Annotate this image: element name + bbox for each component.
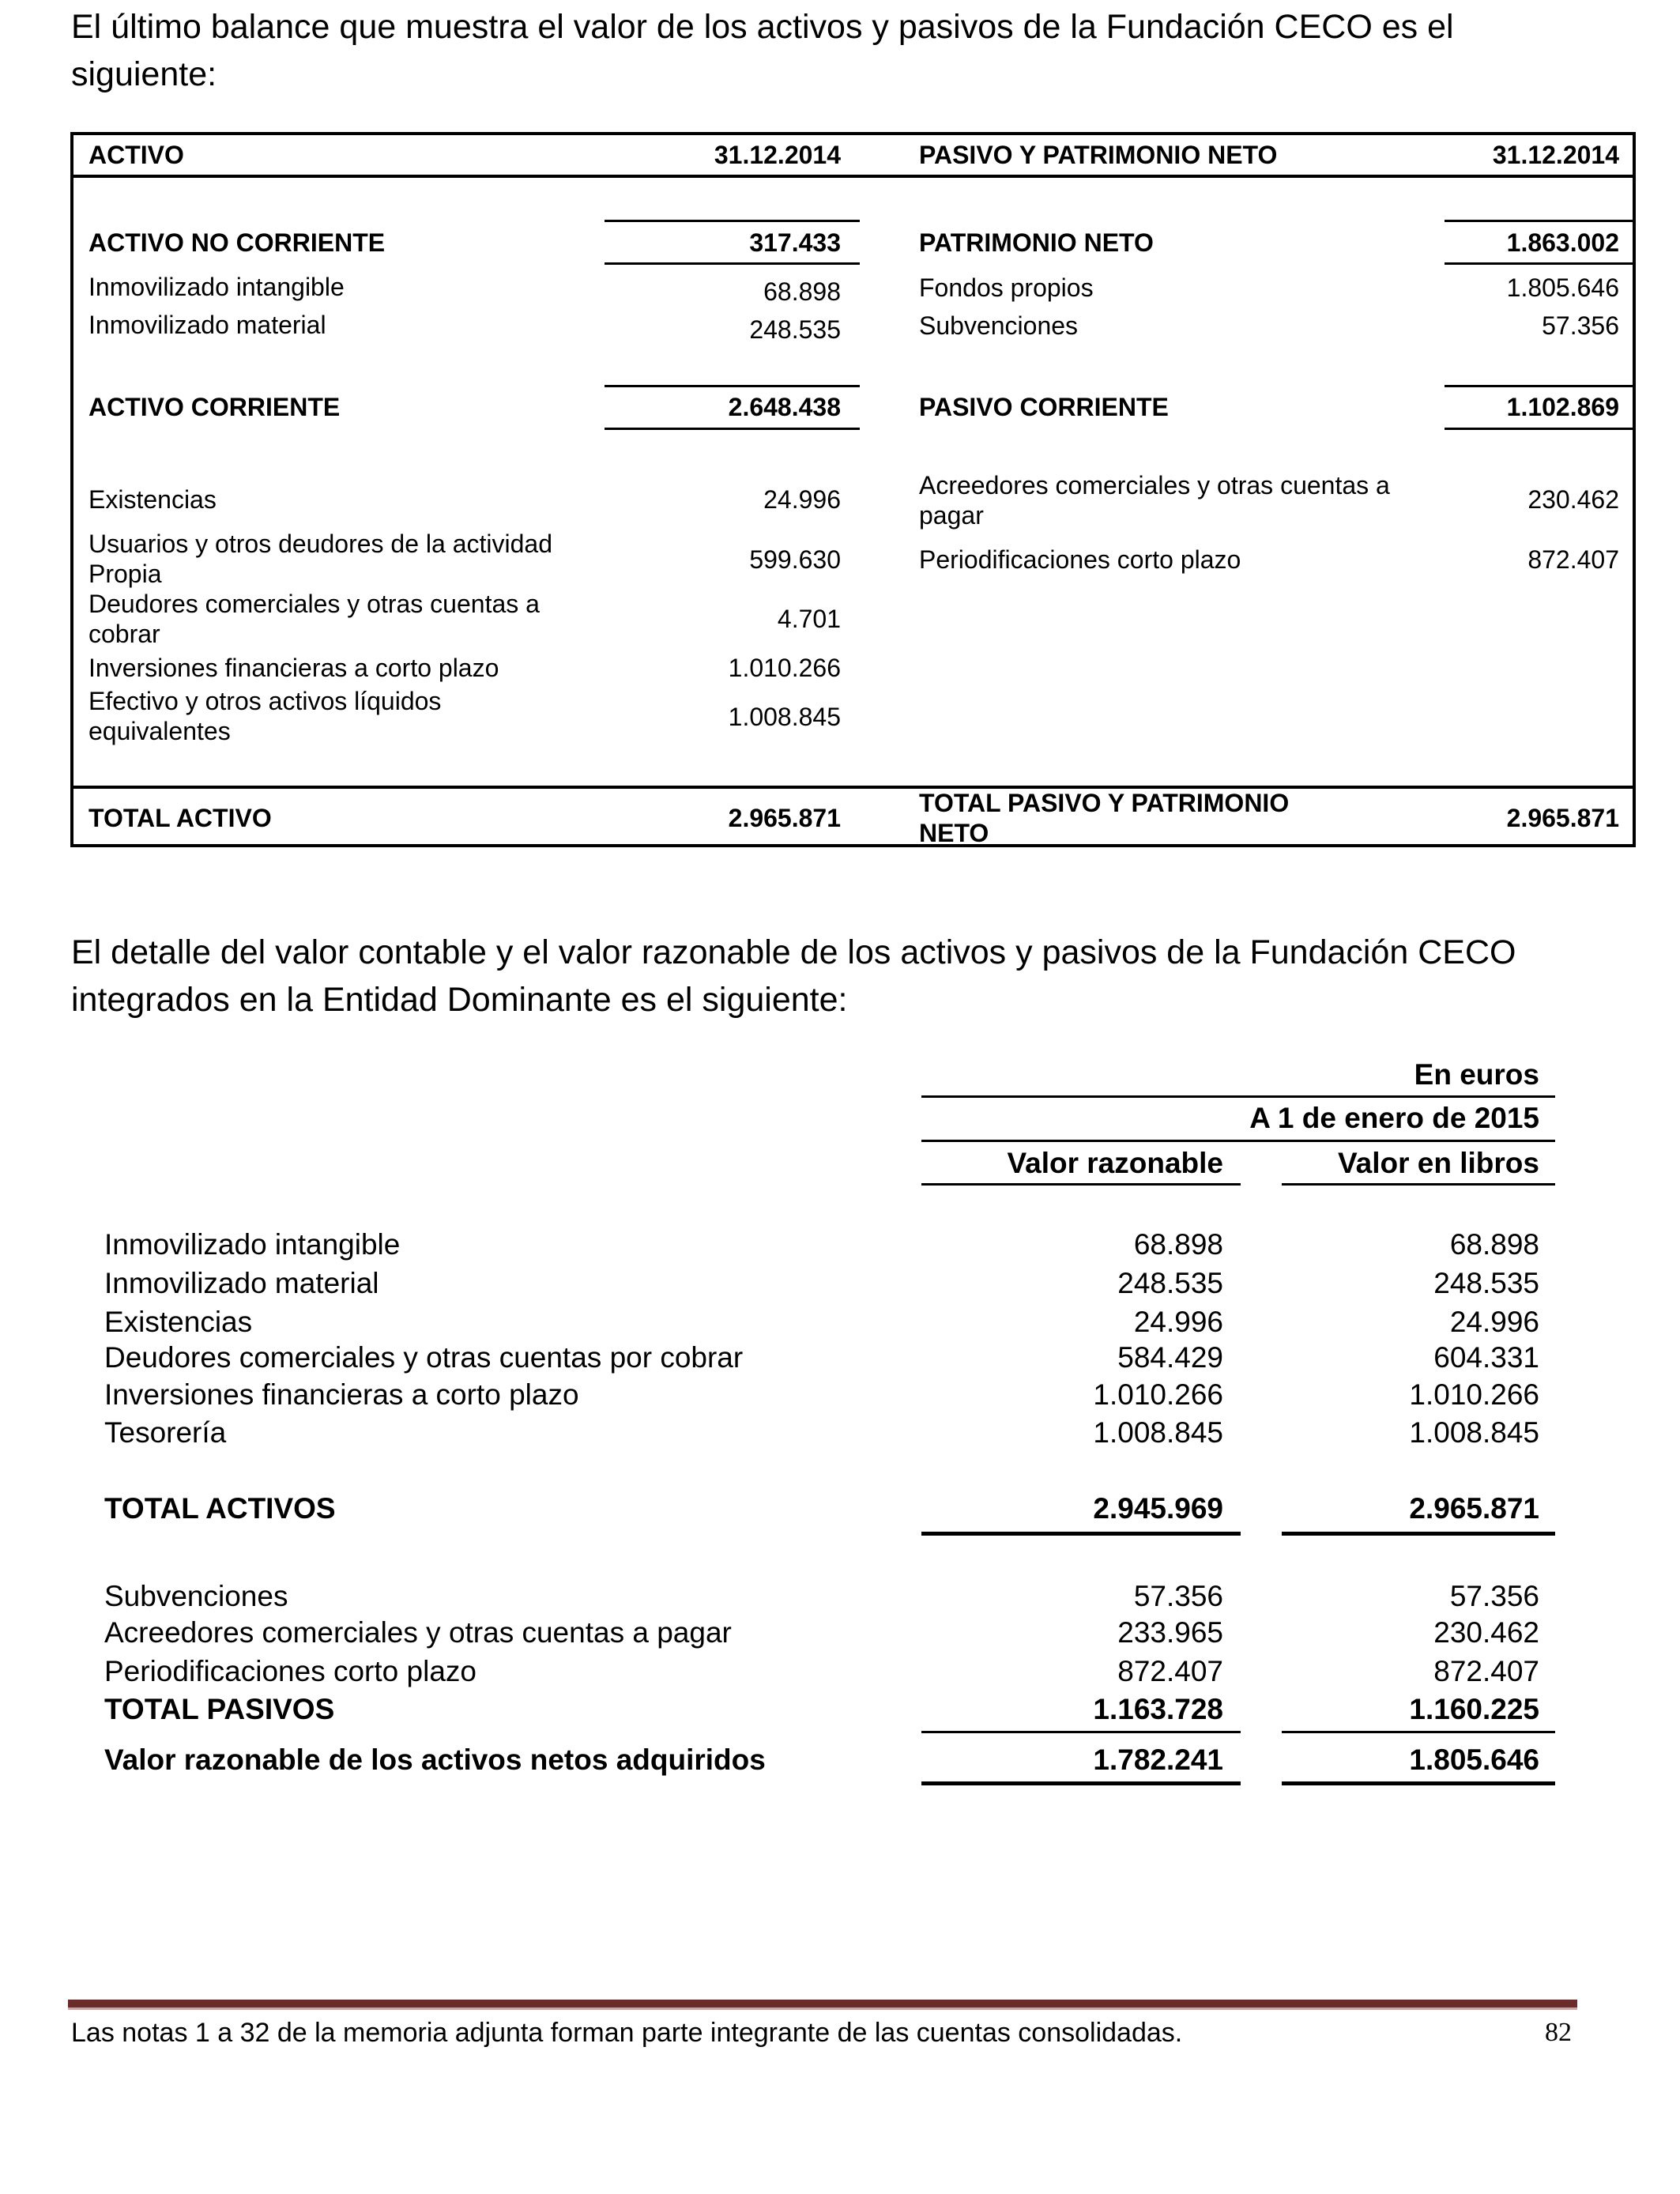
rule: [605, 385, 860, 387]
page-number: 82: [1545, 2018, 1572, 2047]
fv-row-label: Tesorería: [104, 1416, 227, 1449]
fv-total-pasivos-label: TOTAL PASIVOS: [104, 1693, 335, 1725]
activo-corriente-label: ACTIVO CORRIENTE: [89, 393, 341, 421]
fv-row-v2: 248.535: [1433, 1267, 1539, 1299]
fv-total-activos-v1: 2.945.969: [1093, 1492, 1223, 1525]
patrimonio-neto-value: 1.863.002: [1506, 228, 1619, 257]
fv-row-label: Inmovilizado material: [104, 1267, 379, 1299]
fv-row-v1: 584.429: [1117, 1341, 1223, 1374]
activo-corriente-value: 2.648.438: [728, 393, 841, 421]
fv-row-label: Existencias: [104, 1306, 253, 1338]
activo-no-corriente-value: 317.433: [749, 228, 841, 257]
periodificaciones-label: Periodificaciones corto plazo: [919, 545, 1241, 574]
efectivo-value: 1.008.845: [728, 703, 841, 731]
footer-note: Las notas 1 a 32 de la memoria adjunta forman parte integrante de las cuentas consolidadas.: [71, 2018, 1183, 2048]
deudores-value: 4.701: [777, 605, 841, 633]
fv-row-label: Deudores comerciales y otras cuentas por cobrar: [104, 1341, 744, 1374]
existencias-value: 24.996: [763, 485, 841, 514]
subvenciones-value: 57.356: [1542, 311, 1619, 340]
inversiones-label: Inversiones financieras a corto plazo: [89, 654, 499, 682]
total-pasivo-label: TOTAL PASIVO Y PATRIMONIO NETO: [919, 789, 1290, 847]
rule: [921, 1532, 1241, 1536]
fv-row-v2: 230.462: [1433, 1616, 1539, 1649]
fv-row-v2: 68.898: [1449, 1228, 1539, 1261]
fv-total-activos-v2: 2.965.871: [1409, 1492, 1539, 1525]
rule: [921, 1183, 1241, 1186]
balance-header-date-left: 31.12.2014: [714, 141, 841, 169]
fondos-propios-label: Fondos propios: [919, 273, 1094, 302]
fv-total-pasivos-v1: 1.163.728: [1093, 1693, 1223, 1725]
rule: [605, 262, 860, 265]
balance-header-date-right: 31.12.2014: [1492, 141, 1619, 169]
fv-net-assets-label: Valor razonable de los activos netos adquiridos: [104, 1744, 766, 1776]
fv-net-assets-v2: 1.805.646: [1409, 1744, 1539, 1776]
fv-row-v1: 57.356: [1133, 1580, 1223, 1612]
total-activo-label: TOTAL ACTIVO: [89, 804, 272, 832]
rule: [1282, 1183, 1555, 1186]
deudores-label: Deudores comerciales y otras cuentas a cobrar: [89, 590, 540, 648]
rule: [1445, 262, 1636, 265]
rule: [1445, 220, 1636, 222]
fv-row-label: Acreedores comerciales y otras cuentas a pagar: [104, 1616, 732, 1649]
fv-row-v1: 248.535: [1117, 1267, 1223, 1299]
fondos-propios-value: 1.805.646: [1506, 273, 1619, 302]
fv-row-v1: 1.008.845: [1093, 1416, 1223, 1449]
fv-row-v1: 24.996: [1133, 1306, 1223, 1338]
fv-row-v1: 233.965: [1117, 1616, 1223, 1649]
usuarios-value: 599.630: [749, 545, 841, 574]
detail-paragraph: El detalle del valor contable y el valor razonable de los activos y pasivos de la Fundación CECO integrados en la Entidad Dominante es el siguiente:: [71, 933, 1516, 1019]
subvenciones-label: Subvenciones: [919, 311, 1079, 340]
fv-row-v1: 68.898: [1133, 1228, 1223, 1261]
acreedores-value: 230.462: [1527, 485, 1619, 514]
periodificaciones-value: 872.407: [1527, 545, 1619, 574]
usuarios-label: Usuarios y otros deudores de la actividad Propia: [89, 530, 552, 588]
fv-row-label: Inversiones financieras a corto plazo: [104, 1378, 579, 1411]
fv-row-v2: 1.010.266: [1409, 1378, 1539, 1411]
rule: [921, 1731, 1241, 1733]
existencias-label: Existencias: [89, 485, 217, 514]
fv-unit: En euros: [1414, 1058, 1539, 1091]
acreedores-label: Acreedores comerciales y otras cuentas a pagar: [919, 471, 1390, 530]
patrimonio-neto-label: PATRIMONIO NETO: [919, 228, 1154, 257]
inmov-intangible-value: 68.898: [763, 277, 841, 306]
balance-header-rule: [70, 175, 1636, 178]
inmov-material-label: Inmovilizado material: [89, 311, 326, 339]
fv-row-v1: 872.407: [1117, 1655, 1223, 1687]
fv-row-label: Subvenciones: [104, 1580, 288, 1612]
footer-divider: [68, 2000, 1577, 2010]
fv-total-activos-label: TOTAL ACTIVOS: [104, 1492, 336, 1525]
rule: [921, 1781, 1241, 1785]
intro-paragraph: El último balance que muestra el valor de los activos y pasivos de la Fundación CECO es el siguiente:: [71, 8, 1454, 93]
rule: [1282, 1532, 1555, 1536]
fv-col1-header: Valor razonable: [1007, 1147, 1223, 1179]
total-pasivo-value: 2.965.871: [1506, 804, 1619, 832]
rule: [921, 1140, 1555, 1142]
rule: [1282, 1781, 1555, 1785]
fv-row-v2: 57.356: [1449, 1580, 1539, 1612]
fv-row-v2: 1.008.845: [1409, 1416, 1539, 1449]
balance-header-activo: ACTIVO: [89, 141, 184, 169]
fv-row-label: Inmovilizado intangible: [104, 1228, 401, 1261]
balance-header-pasivo: PASIVO Y PATRIMONIO NETO: [919, 141, 1278, 169]
fv-row-v2: 604.331: [1433, 1341, 1539, 1374]
inversiones-value: 1.010.266: [728, 654, 841, 682]
activo-no-corriente-label: ACTIVO NO CORRIENTE: [89, 228, 386, 257]
rule: [1445, 428, 1636, 430]
inmov-material-value: 248.535: [749, 315, 841, 344]
fv-date: A 1 de enero de 2015: [1249, 1102, 1539, 1134]
efectivo-label: Efectivo y otros activos líquidos equivalentes: [89, 687, 442, 745]
rule: [921, 1095, 1555, 1098]
total-activo-value: 2.965.871: [728, 804, 841, 832]
pasivo-corriente-label: PASIVO CORRIENTE: [919, 393, 1169, 421]
inmov-intangible-label: Inmovilizado intangible: [89, 273, 345, 301]
rule: [1282, 1731, 1555, 1733]
fv-row-v2: 24.996: [1449, 1306, 1539, 1338]
pasivo-corriente-value: 1.102.869: [1506, 393, 1619, 421]
balance-total-rule: [70, 786, 1636, 789]
rule: [1445, 385, 1636, 387]
fv-row-v1: 1.010.266: [1093, 1378, 1223, 1411]
rule: [605, 220, 860, 222]
fv-total-pasivos-v2: 1.160.225: [1409, 1693, 1539, 1725]
fv-net-assets-v1: 1.782.241: [1093, 1744, 1223, 1776]
fv-col2-header: Valor en libros: [1338, 1147, 1539, 1179]
fv-row-v2: 872.407: [1433, 1655, 1539, 1687]
rule: [605, 428, 860, 430]
fv-row-label: Periodificaciones corto plazo: [104, 1655, 477, 1687]
